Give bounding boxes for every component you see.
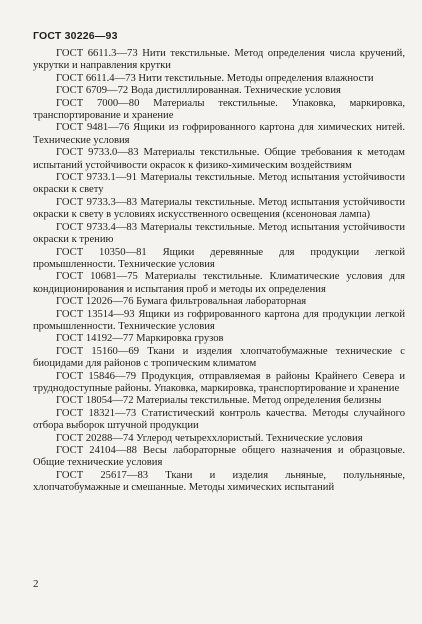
reference-entry: ГОСТ 24104—88 Весы лабораторные общего назначения и образцовые. Общие технические условия (33, 445, 405, 469)
reference-entry: ГОСТ 10350—81 Ящики деревянные для продукции легкой промышленности. Технические условия (33, 246, 405, 270)
references-list (33, 48, 405, 495)
reference-entry: ГОСТ 15846—79 Продукция, отправляемая в районы Крайнего Севера и труднодоступные районы. Упаковка, маркировка, транспортирование и хранение (33, 370, 405, 394)
reference-entry: ГОСТ 15160—69 Ткани и изделия хлопчатобумажные технические с биоцидами для районов с тропическим климатом (33, 345, 405, 370)
reference-entry: ГОСТ 10681—75 Материалы текстильные. Климатические условия для кондиционирования и испытания проб и методы их определения (33, 271, 405, 295)
reference-entry: ГОСТ 25617—83 Ткани и изделия льняные, полульняные, хлопчатобумажные и смешанные. Методы химических испытаний (33, 469, 405, 494)
reference-entry: ГОСТ 18321—73 Статистический контроль качества. Методы случайного отбора выборок штучной продукции (33, 407, 405, 432)
reference-entry: ГОСТ 9481—76 Ящики из гофрированного картона для химических нитей. Технические условия (33, 122, 405, 146)
reference-entry: ГОСТ 9733.0—83 Материалы текстильные. Общие требования к методам испытаний устойчивости окрасок к физико-химическим воздействиям (33, 147, 405, 171)
reference-entry: ГОСТ 6611.3—73 Нити текстильные. Метод определения числа кручений, укрутки и направления крутки (33, 48, 405, 72)
reference-entry: ГОСТ 6611.4—73 Нити текстильные. Методы определения влажности (56, 72, 374, 84)
reference-entry: ГОСТ 14192—77 Маркировка грузов (56, 333, 224, 345)
reference-entry: ГОСТ 18054—72 Материалы текстильные. Метод определения белизны (56, 395, 382, 407)
reference-entry: ГОСТ 13514—93 Ящики из гофрированного картона для продукции легкой промышленности. Технические условия (33, 308, 405, 332)
page-number: 2 (33, 578, 39, 590)
reference-entry: ГОСТ 9733.4—83 Материалы текстильные. Метод испытания устойчивости окраски к трению (33, 221, 405, 246)
reference-entry: ГОСТ 12026—76 Бумага фильтровальная лабораторная (56, 296, 307, 308)
reference-entry: ГОСТ 7000—80 Материалы текстильные. Упаковка, маркировка, транспортирование и хранение (33, 97, 405, 122)
reference-entry: ГОСТ 20288—74 Углерод четыреххлористый. Технические условия (56, 432, 363, 444)
reference-entry: ГОСТ 9733.3—83 Материалы текстильные. Метод испытания устойчивости окраски к свету в условиях искусственного освещения (ксеноновая лампа) (33, 196, 405, 221)
reference-entry: ГОСТ 9733.1—91 Материалы текстильные. Метод испытания устойчивости окраски к свету (33, 172, 405, 196)
reference-entry: ГОСТ 6709—72 Вода дистиллированная. Технические условия (56, 85, 341, 97)
document-header: ГОСТ 30226—93 (33, 30, 118, 42)
